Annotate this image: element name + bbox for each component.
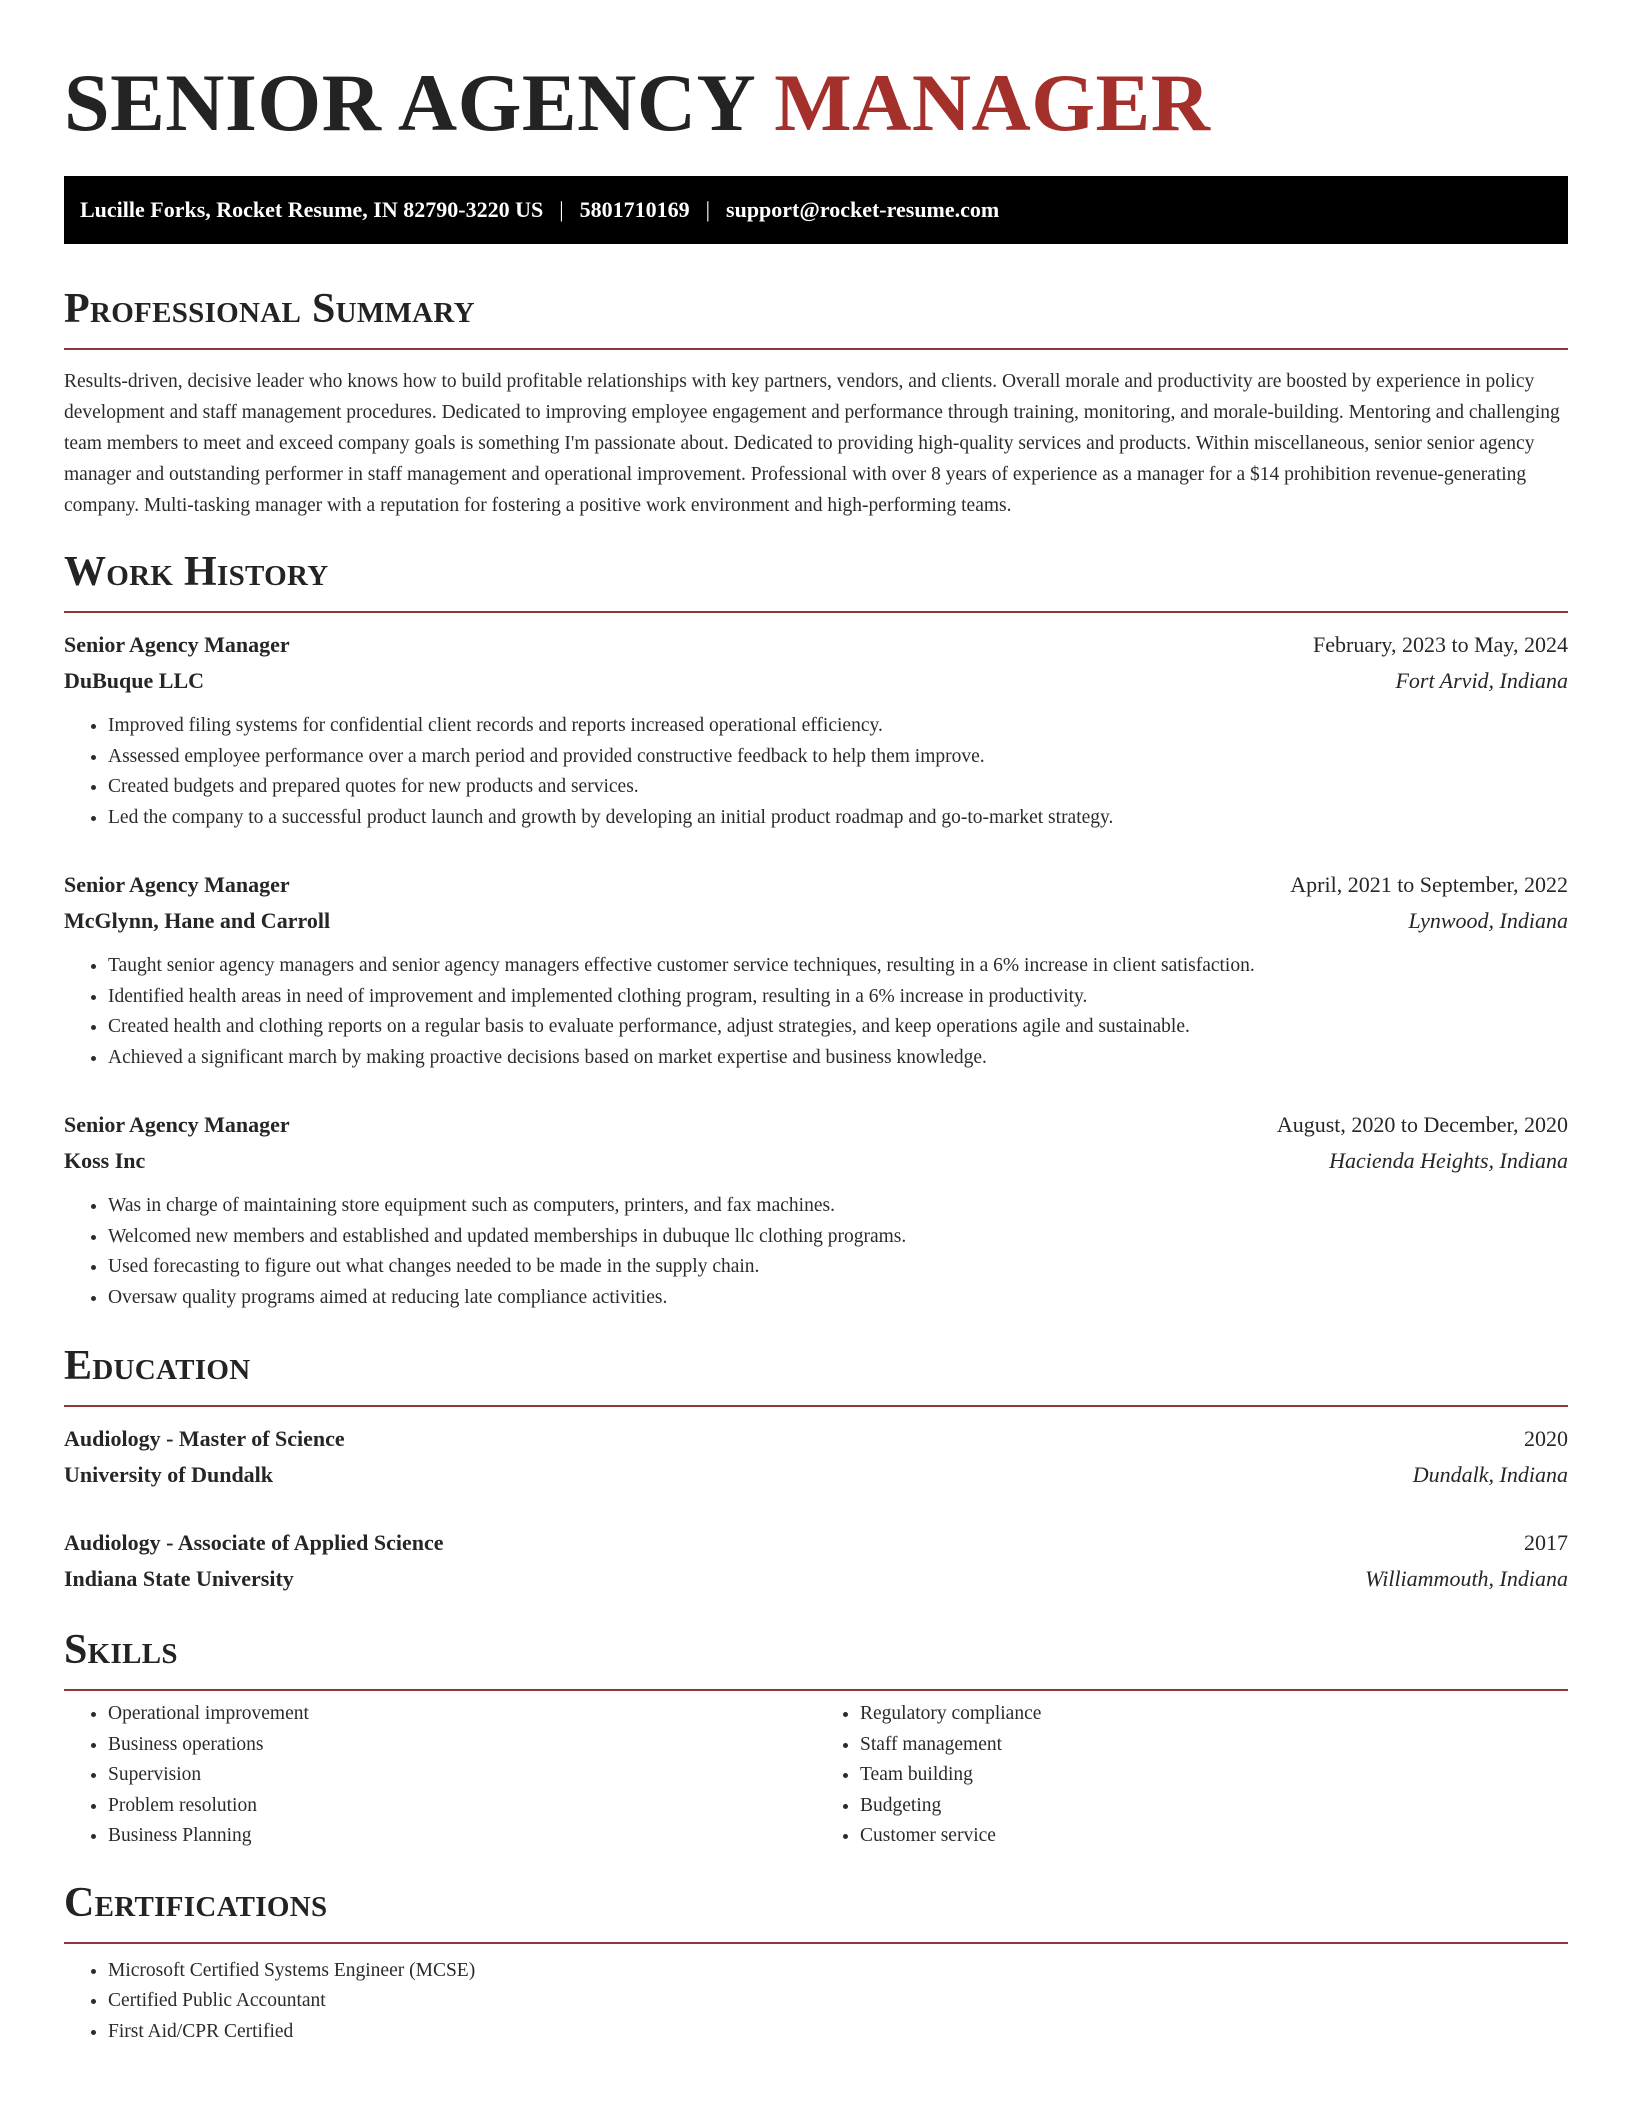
job-bullet: • Created health and clothing reports on a regular basis to evaluate performance, adjust strategies, and keep operations agile and sustainable. [108, 1012, 1568, 1043]
job-header [64, 1107, 1568, 1143]
skill-item: • Operational improvement [108, 1699, 816, 1730]
education-school: University of Dundalk [64, 1462, 274, 1487]
skill-item: • Staff management [860, 1730, 1568, 1761]
contact-phone: 5801710169 [579, 197, 690, 222]
job-bullet: • Welcomed new members and established and updated memberships in dubuque llc clothing programs. [108, 1222, 1568, 1253]
section-title-education: Education [64, 1341, 1568, 1407]
skill-item: • Regulatory compliance [860, 1699, 1568, 1730]
skill-item: • Business operations [108, 1730, 816, 1761]
contact-email: support@rocket-resume.com [726, 197, 1000, 222]
job-dates: April, 2021 to September, 2022 [1290, 872, 1568, 897]
contact-address: Lucille Forks, Rocket Resume, IN 82790-3220 US [80, 197, 544, 222]
job-bullet: • Improved filing systems for confidential client records and reports increased operational efficiency. [108, 711, 1568, 742]
education-entry [64, 1525, 1568, 1597]
job-header [64, 867, 1568, 903]
job-bullets [64, 711, 1568, 833]
certification-item: • Microsoft Certified Systems Engineer (MCSE) [108, 1956, 1568, 1987]
education-header [64, 1421, 1568, 1457]
job-bullet: • Used forecasting to figure out what changes needed to be made in the supply chain. [108, 1252, 1568, 1283]
certification-item: • Certified Public Accountant [108, 1986, 1568, 2017]
skill-item: • Budgeting [860, 1791, 1568, 1822]
skill-item: • Team building [860, 1760, 1568, 1791]
job-bullet: • Taught senior agency managers and senior agency managers effective customer service techniques, resulting in a 6% increase in client satisfaction. [108, 951, 1568, 982]
job-entry [64, 867, 1568, 1073]
education-location: Dundalk, Indiana [1412, 1462, 1568, 1487]
skills-section [64, 1625, 1568, 1852]
job-subheader [64, 903, 1568, 939]
job-role: Senior Agency Manager [64, 632, 290, 657]
section-title-summary: Professional Summary [64, 284, 1568, 350]
work-history-section [64, 547, 1568, 1313]
education-section [64, 1341, 1568, 1597]
education-header [64, 1525, 1568, 1561]
title-main: SENIOR AGENCY [64, 57, 754, 148]
job-bullet: • Identified health areas in need of improvement and implemented clothing program, resulting in a 6% increase in productivity. [108, 982, 1568, 1013]
skills-grid [64, 1699, 1568, 1852]
job-dates: August, 2020 to December, 2020 [1276, 1112, 1568, 1137]
job-bullets [64, 1191, 1568, 1313]
skills-list-left [64, 1699, 816, 1852]
job-bullet: • Created budgets and prepared quotes for new products and services. [108, 772, 1568, 803]
certification-item: • First Aid/CPR Certified [108, 2017, 1568, 2048]
job-header [64, 627, 1568, 663]
education-year: 2017 [1524, 1530, 1568, 1555]
job-role: Senior Agency Manager [64, 872, 290, 897]
education-subheader [64, 1457, 1568, 1493]
education-year: 2020 [1524, 1426, 1568, 1451]
skill-item: • Supervision [108, 1760, 816, 1791]
skill-item: • Business Planning [108, 1821, 816, 1852]
education-degree: Audiology - Associate of Applied Science [64, 1530, 444, 1555]
section-title-skills: Skills [64, 1625, 1568, 1691]
job-subheader [64, 1143, 1568, 1179]
job-location: Lynwood, Indiana [1408, 908, 1568, 933]
job-bullet: • Was in charge of maintaining store equipment such as computers, printers, and fax machines. [108, 1191, 1568, 1222]
certifications-section [64, 1878, 1568, 2048]
section-title-certifications: Certifications [64, 1878, 1568, 1944]
contact-separator: | [705, 197, 711, 222]
skill-item: • Problem resolution [108, 1791, 816, 1822]
education-location: Williammouth, Indiana [1365, 1566, 1568, 1591]
education-entry [64, 1421, 1568, 1493]
skills-list-right [816, 1699, 1568, 1852]
job-location: Hacienda Heights, Indiana [1329, 1148, 1568, 1173]
job-location: Fort Arvid, Indiana [1395, 668, 1568, 693]
contact-bar [64, 176, 1568, 244]
job-bullets [64, 951, 1568, 1073]
job-entry [64, 1107, 1568, 1313]
job-bullet: • Assessed employee performance over a march period and provided constructive feedback to help them improve. [108, 742, 1568, 773]
education-degree: Audiology - Master of Science [64, 1426, 345, 1451]
section-title-work-history: Work History [64, 547, 1568, 613]
job-entry [64, 627, 1568, 833]
contact-separator: | [559, 197, 564, 222]
job-company: Koss Inc [64, 1148, 146, 1173]
title-accent: MANAGER [774, 57, 1211, 148]
summary-text: Results-driven, decisive leader who knows how to build profitable relationships with key partners, vendors, and clients. Overall morale and productivity are boosted by experience in policy development and staff management procedures. Dedicated to improving employee engagement and performance through training, monitoring, and morale-building. Mentoring and challenging team members to meet and exceed company goals is something I'm passionate about. Dedicated to providing high-quality services and products. Within miscellaneous, senior senior agency manager and outstanding performer in staff management and operational improvement. Professional with over 8 years of experience as a manager for a $14 prohibition revenue-generating company. Multi-tasking manager with a reputation for fostering a positive work environment and high-performing teams. [64, 371, 1560, 516]
job-bullet: • Achieved a significant march by making proactive decisions based on market expertise and business knowledge. [108, 1043, 1568, 1074]
job-role: Senior Agency Manager [64, 1112, 290, 1137]
education-subheader [64, 1561, 1568, 1597]
resume-title [64, 0, 1568, 148]
job-dates: February, 2023 to May, 2024 [1313, 632, 1568, 657]
job-bullet: • Led the company to a successful product launch and growth by developing an initial product roadmap and go-to-market strategy. [108, 803, 1568, 834]
job-bullet: • Oversaw quality programs aimed at reducing late compliance activities. [108, 1283, 1568, 1314]
skill-item: • Customer service [860, 1821, 1568, 1852]
summary-section [64, 284, 1568, 521]
job-company: DuBuque LLC [64, 668, 205, 693]
job-subheader [64, 663, 1568, 699]
education-school: Indiana State University [64, 1566, 294, 1591]
certifications-list [64, 1956, 1568, 2048]
job-company: McGlynn, Hane and Carroll [64, 908, 331, 933]
